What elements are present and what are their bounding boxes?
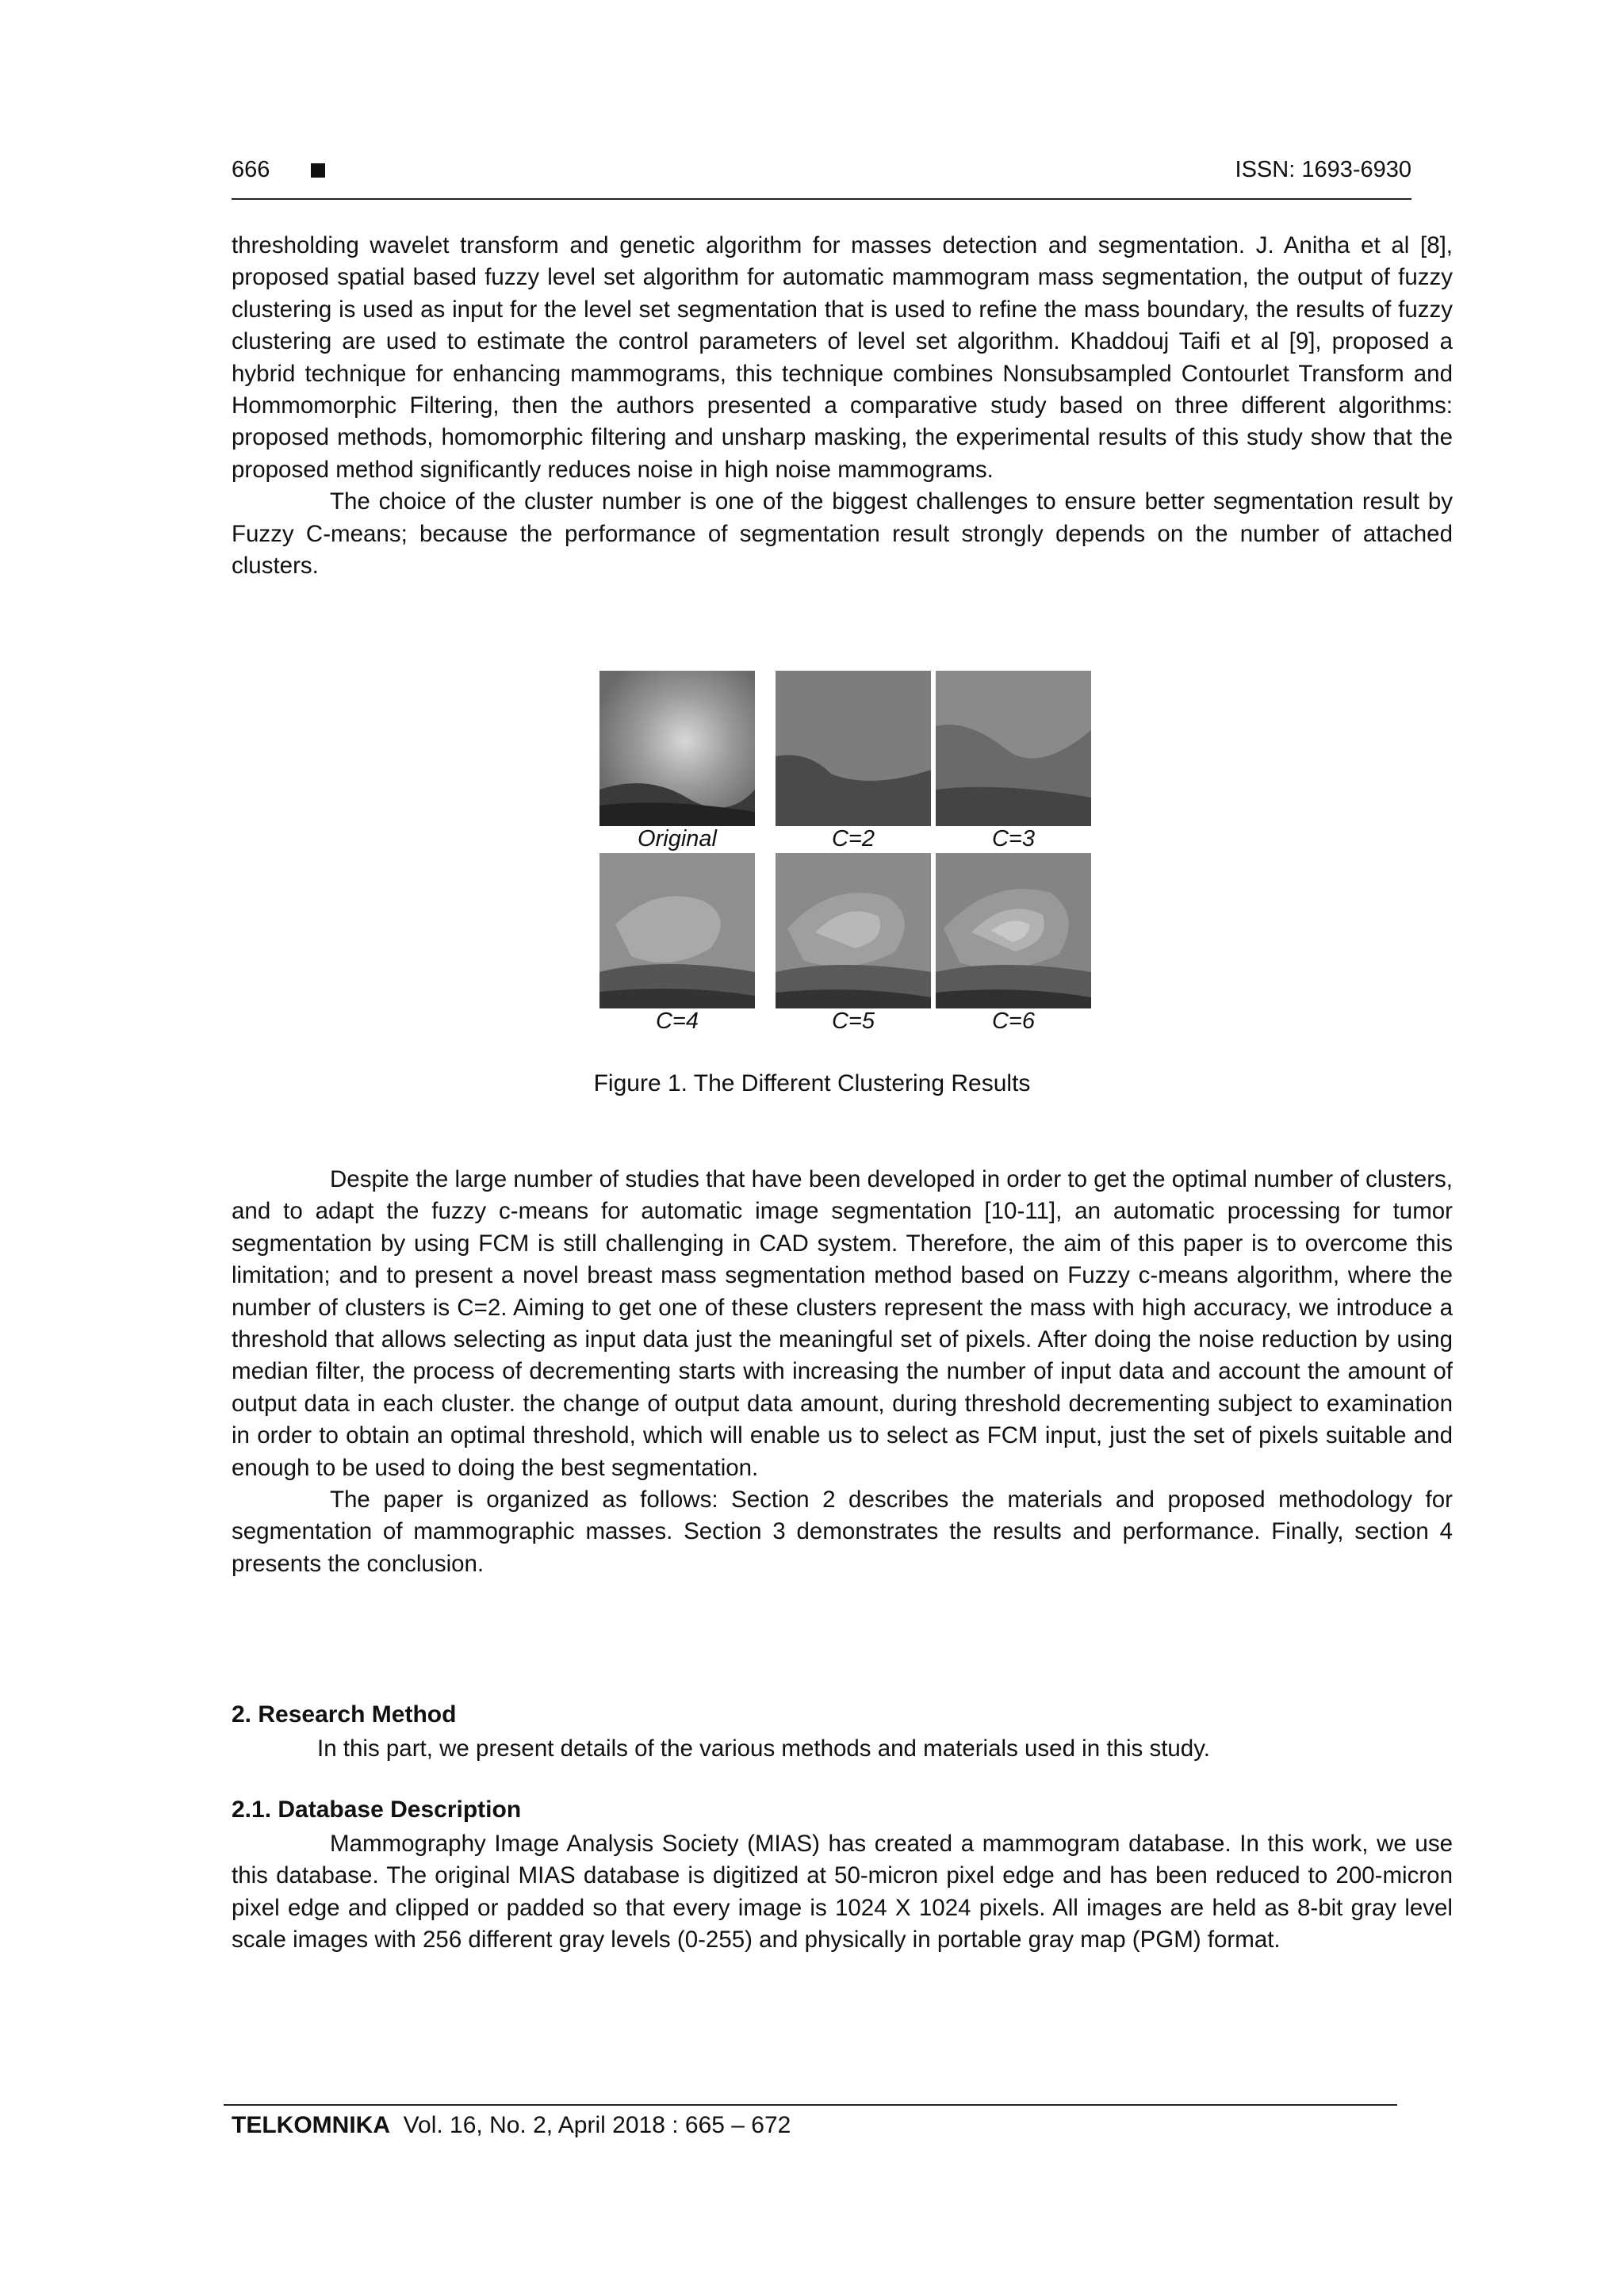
page-number: 666 — [232, 157, 270, 182]
image-original — [599, 671, 755, 826]
square-bullet-icon — [311, 163, 325, 178]
paragraph-4: The paper is organized as follows: Section 2 describes the materials and proposed methodology for segmentation of mammographic masses. Section 3 demonstrates the results and performance. Finally, section 4 presents the conclusion. — [232, 1487, 1453, 1577]
section-2-1-title: 2.1. Database Description — [232, 1797, 522, 1823]
label-c6: C=6 — [991, 1008, 1035, 1034]
paragraph-1: thresholding wavelet transform and genetic algorithm for masses detection and segmentation. J. Anitha et al [8], proposed spatial based fuzzy level set algorithm for automatic mammogram mass segmentation, the output of fuzzy clustering is used as input for the level set segmentation that is used to refine the mass boundary, the results of fuzzy clustering are used to estimate the control parameters of level set algorithm. Khaddouj Taifi et al [9], proposed a hybrid technique for enhancing mammograms, this technique combines Nonsubsampled Contourlet Transform and Hommomorphic Filtering, then the authors presented a comparative study based on three different algorithms: proposed methods, homomorphic filtering and unsharp masking, the experimental results of this study show that the proposed method significantly reduces noise in high noise mammograms. — [232, 232, 1453, 483]
page-header — [232, 157, 1411, 200]
section-2-1-text-block — [232, 1828, 1453, 1957]
body-text — [232, 1164, 1453, 1580]
page-footer — [232, 2112, 791, 2139]
label-c4: C=4 — [655, 1008, 699, 1034]
figure-caption: Figure 1. The Different Clustering Results — [593, 1070, 1031, 1096]
label-c3: C=3 — [991, 826, 1035, 851]
section-2-text: In this part, we present details of the various methods and materials used in this study. — [317, 1735, 1210, 1762]
image-c3 — [936, 671, 1091, 826]
paragraph-2: The choice of the cluster number is one of the biggest challenges to ensure better segmentation result by Fuzzy C-means; because the performance of segmentation result strongly depends on the number of attached clusters. — [232, 488, 1453, 580]
issn: ISSN: 1693-6930 — [1235, 157, 1411, 182]
paragraph-3: Despite the large number of studies that have been developed in order to get the optimal number of clusters, and to adapt the fuzzy c-means for automatic image segmentation [10-11], an automatic processing for tumor segmentation by using FCM is still challenging in CAD system. Therefore, the aim of this paper is to overcome this limitation; and to present a novel breast mass segmentation method based on Fuzzy c-means algorithm, where the number of clusters is C=2. Aiming to get one of these clusters represent the mass with high accuracy, we introduce a threshold that allows selecting as input data just the meaningful set of pixels. After doing the noise reduction by using median filter, the process of decrementing starts with increasing the number of input data and account the amount of output data in each cluster. the change of output data amount, during threshold decrementing subject to examination in order to obtain an optimal threshold, which will enable us to select as FCM input, just the set of pixels suitable and enough to be used to doing the best segmentation. — [232, 1166, 1453, 1481]
figure-1 — [599, 671, 1099, 1115]
journal-details: Vol. 16, No. 2, April 2018 : 665 – 672 — [403, 2112, 791, 2138]
label-original: Original — [638, 826, 717, 851]
footer-rule — [224, 2104, 1397, 2106]
image-c4 — [599, 853, 755, 1008]
image-c6 — [936, 853, 1091, 1008]
image-c2 — [776, 671, 931, 826]
intro-text — [232, 230, 1453, 582]
image-c5 — [776, 853, 931, 1008]
label-c5: C=5 — [831, 1008, 875, 1034]
journal-name: TELKOMNIKA — [232, 2112, 390, 2138]
section-2-1-text: Mammography Image Analysis Society (MIAS) has created a mammogram database. In this work, we use this database. The original MIAS database is digitized at 50-micron pixel edge and has been reduced to 200-micron pixel edge and clipped or padded so that every image is 1024 X 1024 pixels. All images are held as 8-bit gray level scale images with 256 different gray levels (0-255) and physically in portable gray map (PGM) format. — [232, 1831, 1453, 1954]
label-c2: C=2 — [831, 826, 875, 851]
section-2-text-block — [232, 1733, 1453, 1765]
section-2-title: 2. Research Method — [232, 1701, 457, 1728]
